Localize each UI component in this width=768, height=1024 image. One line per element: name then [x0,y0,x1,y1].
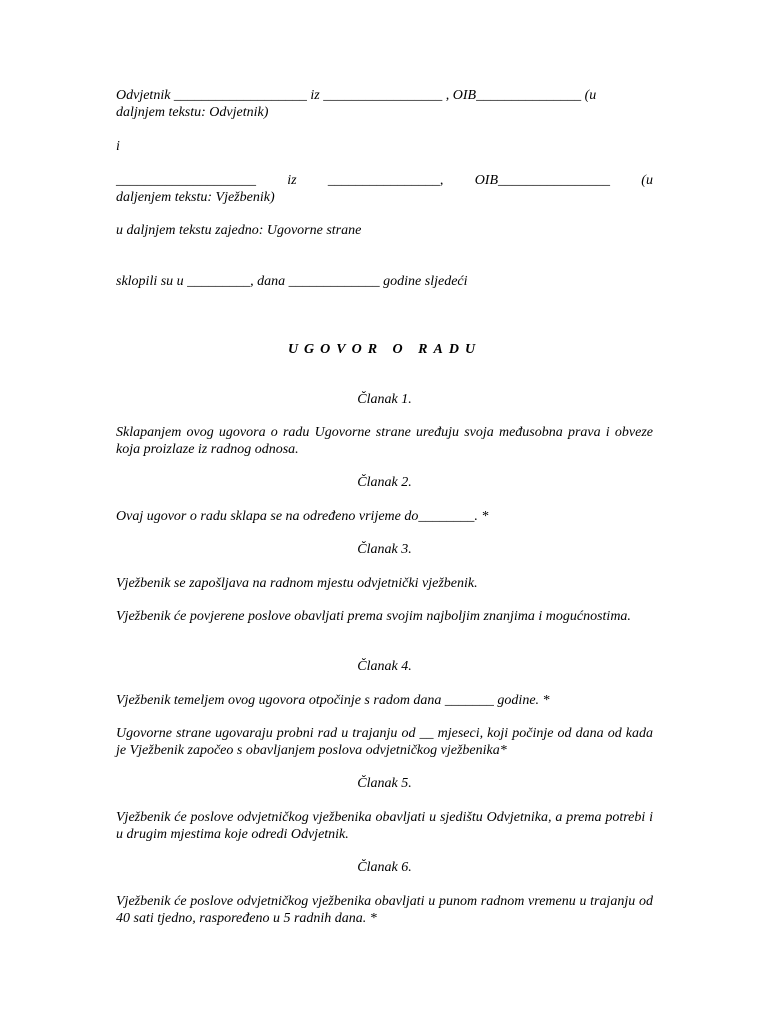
trainee-oib-blank: OIB________________ [474,173,611,188]
article-heading: Članak 5. [357,776,412,791]
article-heading: Članak 2. [357,475,412,490]
article-paragraph: Ugovorne strane ugovaraju probni rad u trajanju od __ mjeseci, koji počinje od dana od kada je Vježbenik započeo s obavljanjem poslova odvjetničkog vježbenika* [116,726,653,758]
article-paragraph: Vježbenik će poslove odvjetničkog vježbenika obavljati u punom radnom vremenu u trajanju od 40 sati tjedno, raspoređeno u 5 radnih dana. * [116,894,653,926]
article-paragraph: Vježbenik se zapošljava na radnom mjestu odvjetnički vježbenik. [116,576,478,591]
party-trainee-reference: daljenjem tekstu: Vježbenik) [116,190,275,205]
trainee-paren-start: (u [641,173,653,188]
party-lawyer-reference: daljnjem tekstu: Odvjetnik) [116,105,269,120]
trainee-city-blank: ________________, [327,173,444,188]
article-heading: Članak 6. [357,860,412,875]
conjunction: i [116,139,120,154]
trainee-from-label: iz [287,173,297,188]
article-heading: Članak 3. [357,542,412,557]
trainee-name-blank: ____________________ [116,173,256,188]
article-paragraph: Vježbenik će poslove odvjetničkog vježbenika obavljati u sjedištu Odvjetnika, a prema potrebi i u drugim mjestima koje odredi Odvjetnik. [116,810,653,842]
parties-together: u daljnjem tekstu zajedno: Ugovorne strane [116,223,362,238]
party-trainee-line [116,172,653,189]
party-lawyer-line: Odvjetnik ___________________ iz _________________ , OIB_______________ (u [116,88,597,103]
article-paragraph: Sklapanjem ovog ugovora o radu Ugovorne strane uređuju svoja međusobna prava i obveze koja proizlaze iz radnog odnosa. [116,425,653,457]
article-paragraph: Vježbenik će povjerene poslove obavljati prema svojim najboljim znanjima i mogućnostima. [116,609,631,624]
conclusion-line: sklopili su u _________, dana _____________ godine sljedeći [116,274,468,289]
article-heading: Članak 1. [357,392,412,407]
document-title: UGOVOR O RADU [287,342,482,357]
article-paragraph: Ovaj ugovor o radu sklapa se na određeno vrijeme do________. * [116,509,489,524]
article-heading: Članak 4. [357,659,412,674]
article-paragraph: Vježbenik temeljem ovog ugovora otpočinje s radom dana _______ godine. * [116,693,550,708]
